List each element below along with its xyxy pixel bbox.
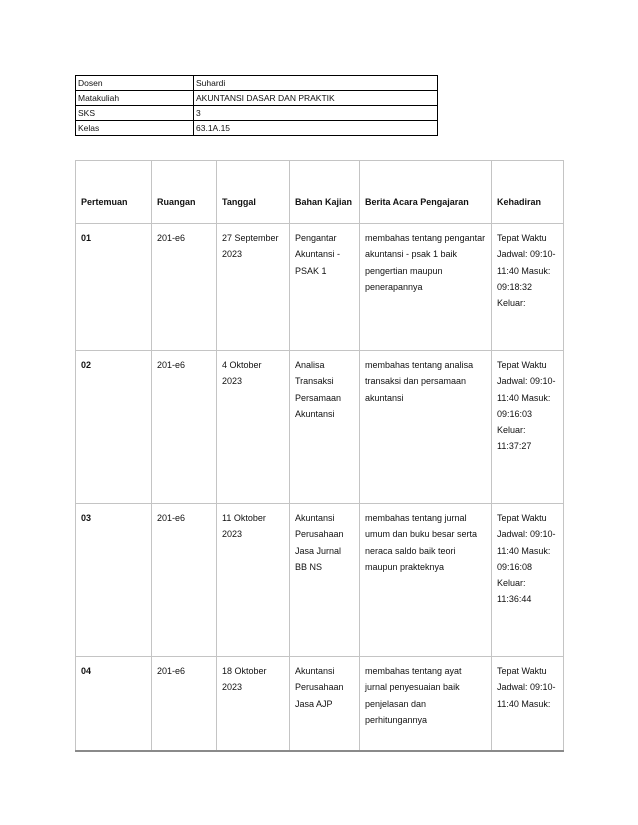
- cell-berita-acara: membahas tentang pengantar akuntansi - psak 1 baik pengertian maupun penerapannya: [360, 224, 492, 351]
- header-pertemuan: Pertemuan: [76, 161, 152, 224]
- info-label: SKS: [76, 106, 194, 121]
- cell-bahan-kajian: Akuntansi Perusahaan Jasa AJP: [290, 657, 360, 752]
- cell-bahan-kajian: Pengantar Akuntansi - PSAK 1: [290, 224, 360, 351]
- cell-kehadiran: Tepat Waktu Jadwal: 09:10-11:40 Masuk: 09:16:03 Keluar: 11:37:27: [492, 351, 564, 504]
- header-tanggal: Tanggal: [217, 161, 290, 224]
- info-value: AKUNTANSI DASAR DAN PRAKTIK: [194, 91, 438, 106]
- cell-ruangan: 201-e6: [152, 504, 217, 657]
- course-info-table: [75, 75, 438, 136]
- cell-berita-acara: membahas tentang jurnal umum dan buku besar serta neraca saldo baik teori maupun prakteknya: [360, 504, 492, 657]
- table-header-row: [76, 161, 564, 224]
- cell-tanggal: 27 September 2023: [217, 224, 290, 351]
- cell-pertemuan: 04: [76, 657, 152, 752]
- table-row: [76, 351, 564, 504]
- cell-berita-acara: membahas tentang ayat jurnal penyesuaian baik penjelasan dan perhitungannya: [360, 657, 492, 752]
- info-value: 3: [194, 106, 438, 121]
- table-row: [76, 657, 564, 752]
- info-row-sks: [76, 106, 438, 121]
- cell-kehadiran: Tepat Waktu Jadwal: 09:10-11:40 Masuk:: [492, 657, 564, 752]
- cell-bahan-kajian: Analisa Transaksi Persamaan Akuntansi: [290, 351, 360, 504]
- table-row: [76, 224, 564, 351]
- cell-pertemuan: 01: [76, 224, 152, 351]
- info-label: Matakuliah: [76, 91, 194, 106]
- cell-pertemuan: 02: [76, 351, 152, 504]
- cell-kehadiran: Tepat Waktu Jadwal: 09:10-11:40 Masuk: 09:18:32 Keluar:: [492, 224, 564, 351]
- cell-kehadiran: Tepat Waktu Jadwal: 09:10-11:40 Masuk: 09:16:08 Keluar: 11:36:44: [492, 504, 564, 657]
- info-row-dosen: [76, 76, 438, 91]
- attendance-table: [75, 160, 564, 752]
- header-bahan-kajian: Bahan Kajian: [290, 161, 360, 224]
- info-row-matakuliah: [76, 91, 438, 106]
- cell-ruangan: 201-e6: [152, 224, 217, 351]
- info-value: 63.1A.15: [194, 121, 438, 136]
- header-berita-acara: Berita Acara Pengajaran: [360, 161, 492, 224]
- cell-tanggal: 11 Oktober 2023: [217, 504, 290, 657]
- cell-pertemuan: 03: [76, 504, 152, 657]
- cell-ruangan: 201-e6: [152, 657, 217, 752]
- header-ruangan: Ruangan: [152, 161, 217, 224]
- cell-ruangan: 201-e6: [152, 351, 217, 504]
- header-kehadiran: Kehadiran: [492, 161, 564, 224]
- cell-bahan-kajian: Akuntansi Perusahaan Jasa Jurnal BB NS: [290, 504, 360, 657]
- cell-tanggal: 18 Oktober 2023: [217, 657, 290, 752]
- cell-tanggal: 4 Oktober 2023: [217, 351, 290, 504]
- info-label: Dosen: [76, 76, 194, 91]
- info-row-kelas: [76, 121, 438, 136]
- info-label: Kelas: [76, 121, 194, 136]
- cell-berita-acara: membahas tentang analisa transaksi dan persamaan akuntansi: [360, 351, 492, 504]
- info-value: Suhardi: [194, 76, 438, 91]
- table-row: [76, 504, 564, 657]
